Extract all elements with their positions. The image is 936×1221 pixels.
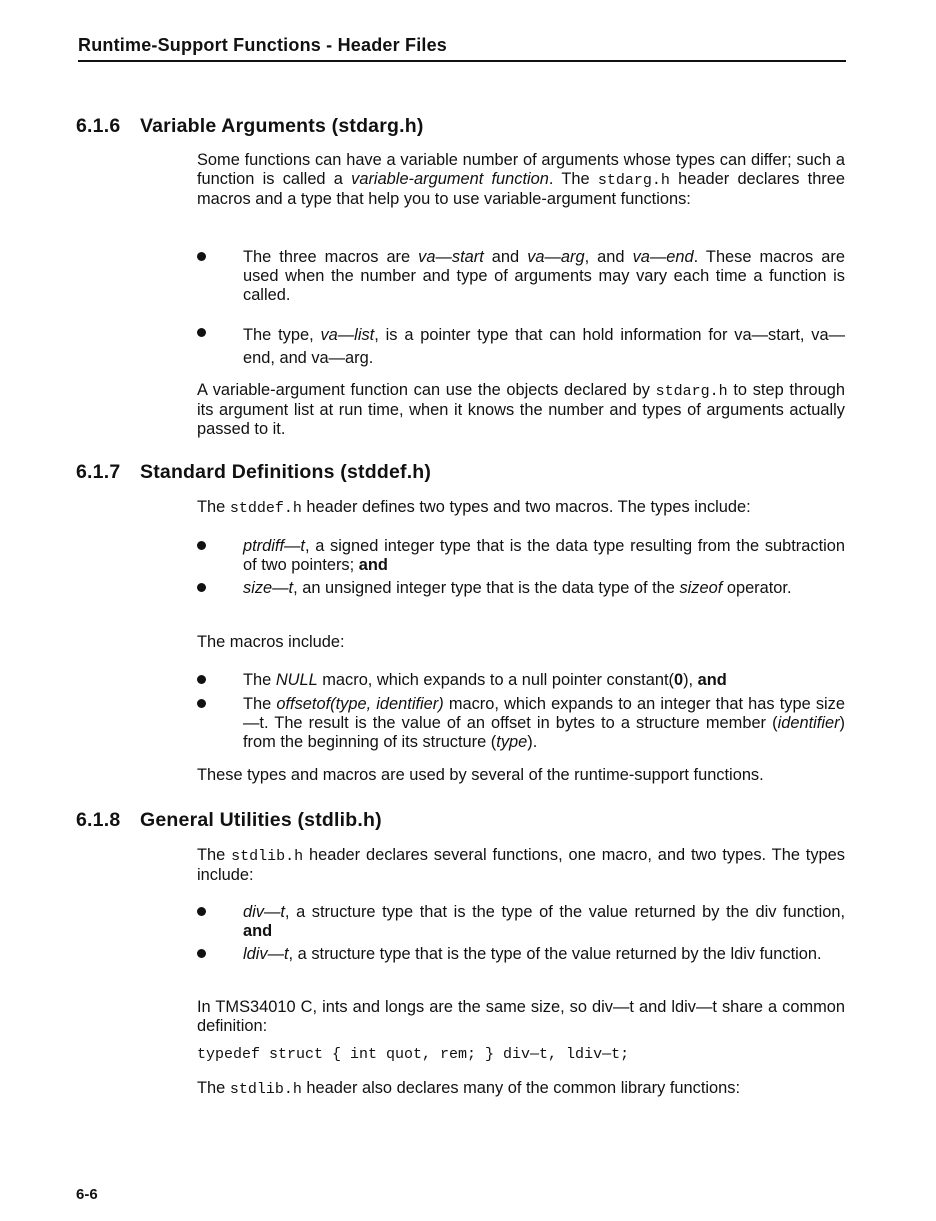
text: The xyxy=(197,1079,230,1097)
text: ). xyxy=(527,733,538,752)
section-heading: General Utilities (stdlib.h) xyxy=(140,809,382,831)
section-title-6-1-8 xyxy=(76,809,382,832)
running-header: Runtime-Support Functions - Header Files xyxy=(78,35,846,62)
section-title-6-1-6 xyxy=(76,115,424,138)
bullet-icon xyxy=(197,583,206,592)
text: ), xyxy=(683,671,698,689)
section-heading: Standard Definitions (stddef.h) xyxy=(140,461,432,483)
list-item xyxy=(197,579,845,598)
list-item xyxy=(197,695,845,753)
list-item xyxy=(197,945,845,964)
bold-text: and xyxy=(243,922,273,941)
italic-term: offsetof(type, identifier) xyxy=(276,695,444,713)
italic-term: variable-argument function xyxy=(351,170,549,189)
text: The xyxy=(243,695,277,713)
section-title-6-1-7 xyxy=(76,461,431,484)
code-term: stdlib.h xyxy=(229,1081,302,1098)
code-term: stdarg.h xyxy=(597,172,670,190)
bullet-icon xyxy=(197,699,206,708)
text: macro, which expands to a null pointer constant( xyxy=(317,671,674,689)
paragraph xyxy=(197,846,845,885)
text: , and xyxy=(584,248,633,266)
text: The xyxy=(197,846,232,864)
text: operator. xyxy=(722,579,792,597)
italic-term: va—list xyxy=(320,326,375,344)
list-item xyxy=(197,537,845,575)
text: macro, which expands to an integer that has type size—t. The result is the value of an offset in bytes to a structure member ( xyxy=(243,695,845,733)
text: A variable-argument function can use the objects declared by xyxy=(197,381,656,399)
italic-term: size—t xyxy=(243,579,294,597)
bullet-icon xyxy=(197,328,206,337)
text: header defines two types and two macros. The types include: xyxy=(301,498,751,516)
list-item xyxy=(197,248,845,306)
italic-term: sizeof xyxy=(679,579,723,597)
bold-text: and xyxy=(697,671,727,689)
list-item xyxy=(197,671,845,690)
bold-text: 0 xyxy=(673,671,684,689)
code-term: stdarg.h xyxy=(655,383,728,400)
bold-text: and xyxy=(358,556,388,575)
italic-term: identifier xyxy=(777,714,840,733)
paragraph xyxy=(197,1079,845,1099)
text: to step through its argument list at run time, when it knows the number and types of arguments actually passed to it. xyxy=(197,381,845,439)
section-number: 6.1.7 xyxy=(76,461,121,483)
paragraph: These types and macros are used by several of the runtime-support functions. xyxy=(197,766,764,784)
paragraph: In TMS34010 C, ints and longs are the same size, so div—t and ldiv—t share a common definition: xyxy=(197,998,845,1036)
italic-term: va—start xyxy=(418,248,484,266)
section-number: 6.1.6 xyxy=(76,115,121,137)
bullet-icon xyxy=(197,541,206,550)
code-term: stddef.h xyxy=(229,500,302,517)
text: . These macros are used when the number and type of arguments may vary each time a function is called. xyxy=(243,248,845,305)
italic-term: va—end xyxy=(632,248,694,266)
italic-term: ldiv—t xyxy=(243,945,289,963)
bullet-icon xyxy=(197,907,206,916)
text: header also declares many of the common library functions: xyxy=(301,1079,741,1097)
paragraph xyxy=(197,151,845,210)
italic-term: type xyxy=(496,733,528,752)
page-number: 6-6 xyxy=(76,1186,98,1203)
text: , a signed integer type that is the data type resulting from the subtraction of two pointers; xyxy=(243,537,845,575)
italic-term: va—arg xyxy=(527,248,585,266)
text: The type, xyxy=(243,326,321,344)
paragraph xyxy=(197,381,845,440)
bullet-icon xyxy=(197,252,206,261)
text: The xyxy=(197,498,230,516)
text: , a structure type that is the type of the value returned by the ldiv function. xyxy=(288,945,822,963)
text: . The xyxy=(548,170,598,189)
text: ) from the beginning of its structure ( xyxy=(243,714,845,752)
text: , an unsigned integer type that is the data type of the xyxy=(293,579,680,597)
text: The xyxy=(243,671,276,689)
code-block: typedef struct { int quot, rem; } div—t, ldiv—t; xyxy=(197,1046,630,1063)
paragraph xyxy=(197,498,845,518)
italic-term: ptrdiff—t xyxy=(243,537,305,555)
text: and xyxy=(483,248,528,266)
bullet-icon xyxy=(197,675,206,684)
text: , is a pointer type that can hold information for va—start, va—end, and va—arg. xyxy=(243,326,845,367)
paragraph: The macros include: xyxy=(197,633,345,651)
text: , a structure type that is the type of the value returned by the div function, xyxy=(284,903,845,921)
code-term: stdlib.h xyxy=(231,848,304,865)
section-heading: Variable Arguments (stdarg.h) xyxy=(140,115,424,137)
text: header declares several functions, one macro, and two types. The types include: xyxy=(197,846,845,885)
text: The three macros are xyxy=(243,248,419,266)
list-item xyxy=(197,324,845,370)
bullet-icon xyxy=(197,949,206,958)
text: header declares three macros and a type that help you to use variable-argument functions: xyxy=(197,170,845,209)
italic-term: div—t xyxy=(243,903,285,921)
text: Some functions can have a variable number of arguments whose types can differ; such a function is called a xyxy=(197,151,845,189)
italic-term: NULL xyxy=(275,671,318,689)
list-item xyxy=(197,903,845,941)
section-number: 6.1.8 xyxy=(76,809,121,831)
